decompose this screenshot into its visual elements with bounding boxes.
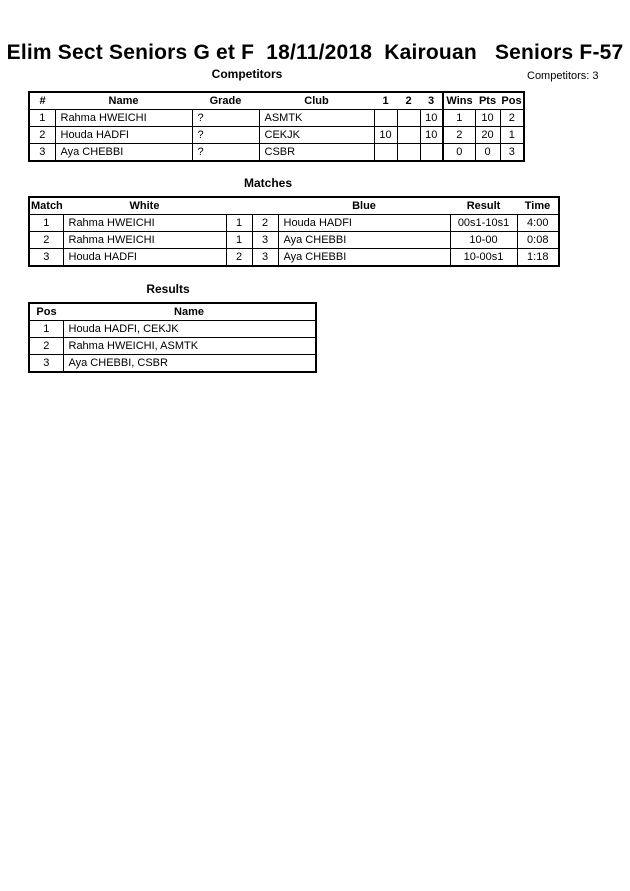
competitor-score-vs1 <box>374 110 397 127</box>
competitors-header-row <box>29 92 524 110</box>
competitor-num: 2 <box>29 127 55 144</box>
competitors-header-pos: Pos <box>501 95 522 107</box>
match-time: 0:08 <box>517 232 559 249</box>
match-blue-num: 3 <box>252 232 278 249</box>
result-name: Houda HADFI, CEKJK <box>63 321 316 338</box>
competitor-pts: 0 <box>475 144 500 162</box>
competitor-score-vs1 <box>374 144 397 162</box>
competitor-pos: 2 <box>500 110 524 127</box>
competitor-score-vs3: 10 <box>420 110 443 127</box>
matches-header-row <box>29 197 559 215</box>
competitors-count-label: Competitors: 3 <box>527 70 599 82</box>
match-num: 3 <box>29 249 63 267</box>
match-blue-num: 3 <box>252 249 278 267</box>
competitor-club: CSBR <box>259 144 374 162</box>
matches-header-time: Time <box>524 200 551 212</box>
match-white: Rahma HWEICHI <box>63 215 226 232</box>
match-time: 4:00 <box>517 215 559 232</box>
match-white-num: 1 <box>226 215 252 232</box>
match-result: 10-00s1 <box>450 249 517 267</box>
matches-heading: Matches <box>243 176 293 190</box>
matches-header-bluenum <box>252 197 278 215</box>
competitors-header-name: Name <box>108 95 139 107</box>
result-pos: 2 <box>29 338 63 355</box>
competitor-club: ASMTK <box>259 110 374 127</box>
match-row <box>29 232 559 249</box>
competitors-header-r1: 1 <box>382 95 389 107</box>
matches-header-blue: Blue <box>352 200 376 212</box>
match-num: 1 <box>29 215 63 232</box>
match-blue: Houda HADFI <box>278 215 450 232</box>
results-header-pos: Pos <box>36 306 57 318</box>
match-result: 00s1-10s1 <box>450 215 517 232</box>
result-name: Aya CHEBBI, CSBR <box>63 355 316 373</box>
competitors-heading: Competitors <box>211 67 283 81</box>
competitor-grade: ? <box>192 127 259 144</box>
competitor-pts: 20 <box>475 127 500 144</box>
competitor-grade: ? <box>192 110 259 127</box>
competitor-name: Rahma HWEICHI <box>55 110 192 127</box>
matches-header-match: Match <box>31 200 63 212</box>
match-blue: Aya CHEBBI <box>278 232 450 249</box>
competitor-score-vs2 <box>397 127 420 144</box>
competitor-row <box>29 127 524 144</box>
match-row <box>29 249 559 267</box>
competitors-table <box>28 91 525 162</box>
match-result: 10-00 <box>450 232 517 249</box>
competitor-score-vs3: 10 <box>420 127 443 144</box>
competitor-num: 3 <box>29 144 55 162</box>
result-name: Rahma HWEICHI, ASMTK <box>63 338 316 355</box>
matches-header-result: Result <box>466 200 501 212</box>
competitor-score-vs1: 10 <box>374 127 397 144</box>
competitors-header-r3: 3 <box>427 95 435 107</box>
competitors-header-grade: Grade <box>209 95 242 107</box>
results-header-name: Name <box>174 306 204 318</box>
matches-header-whitenum <box>226 197 252 215</box>
match-row <box>29 215 559 232</box>
matches-table <box>28 196 560 267</box>
match-white: Rahma HWEICHI <box>63 232 226 249</box>
competitor-wins: 0 <box>443 144 475 162</box>
competitor-wins: 1 <box>443 110 475 127</box>
competitor-num: 1 <box>29 110 55 127</box>
result-row <box>29 321 316 338</box>
results-header-row <box>29 303 316 321</box>
results-table <box>28 302 317 373</box>
competitors-header-wins: Wins <box>443 92 475 110</box>
competitor-score-vs2 <box>397 144 420 162</box>
matches-header-white: White <box>129 200 160 212</box>
competitor-score-vs2 <box>397 110 420 127</box>
result-pos: 1 <box>29 321 63 338</box>
results-heading: Results <box>146 282 190 296</box>
competitor-club: CEKJK <box>259 127 374 144</box>
competitor-name: Houda HADFI <box>55 127 192 144</box>
competitor-name: Aya CHEBBI <box>55 144 192 162</box>
match-white: Houda HADFI <box>63 249 226 267</box>
match-blue-num: 2 <box>252 215 278 232</box>
match-time: 1:18 <box>517 249 559 267</box>
result-row <box>29 355 316 373</box>
competitors-header-r2: 2 <box>405 95 412 107</box>
competitor-pts: 10 <box>475 110 500 127</box>
competitor-pos: 3 <box>500 144 524 162</box>
competitor-score-vs3 <box>420 144 443 162</box>
result-row <box>29 338 316 355</box>
competitor-wins: 2 <box>443 127 475 144</box>
competitor-row <box>29 144 524 162</box>
competitor-grade: ? <box>192 144 259 162</box>
competitor-pos: 1 <box>500 127 524 144</box>
match-white-num: 1 <box>226 232 252 249</box>
match-white-num: 2 <box>226 249 252 267</box>
competitors-header-pts: Pts <box>478 95 497 107</box>
competitors-header-club: Club <box>304 95 329 107</box>
page-title: Elim Sect Seniors G et F 18/11/2018 Kairouan Seniors F-57 <box>6 41 624 64</box>
competitors-header-num: # <box>39 95 46 107</box>
match-blue: Aya CHEBBI <box>278 249 450 267</box>
competitor-row <box>29 110 524 127</box>
result-pos: 3 <box>29 355 63 373</box>
match-num: 2 <box>29 232 63 249</box>
